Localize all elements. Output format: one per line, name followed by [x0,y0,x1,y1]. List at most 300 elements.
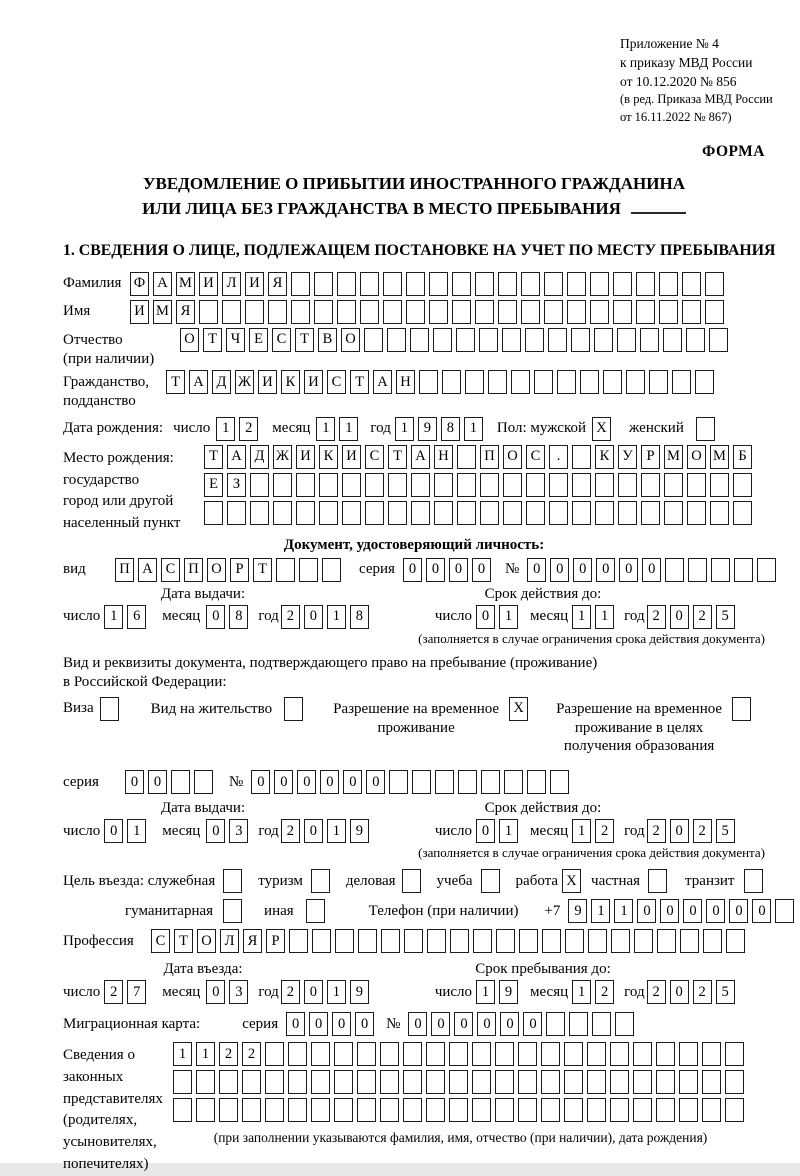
cell[interactable] [450,929,469,953]
cell[interactable]: 0 [596,558,615,582]
cell[interactable] [403,1098,422,1122]
cell[interactable]: С [151,929,170,953]
cell[interactable] [626,370,645,394]
cell[interactable] [659,300,678,324]
cell[interactable] [457,445,476,469]
cell[interactable] [613,272,632,296]
cell[interactable] [511,370,530,394]
cell[interactable] [322,558,341,582]
cell[interactable] [268,300,287,324]
cell[interactable]: К [281,370,300,394]
cell[interactable] [618,501,637,525]
cell[interactable]: Т [174,929,193,953]
cell[interactable] [358,929,377,953]
cell[interactable]: И [342,445,361,469]
cell[interactable] [636,272,655,296]
cell[interactable] [429,272,448,296]
cell[interactable] [479,328,498,352]
cell[interactable]: 0 [472,558,491,582]
cell[interactable]: 2 [693,605,712,629]
cell[interactable] [695,370,714,394]
cell[interactable] [427,929,446,953]
cell[interactable]: 0 [408,1012,427,1036]
cell[interactable] [541,1042,560,1066]
cell[interactable] [357,1042,376,1066]
cell[interactable] [544,300,563,324]
cell[interactable]: 9 [418,417,437,441]
cell[interactable] [171,770,190,794]
cell[interactable]: 1 [327,980,346,1004]
cell[interactable] [571,328,590,352]
cell[interactable] [495,1070,514,1094]
cell[interactable] [546,1012,565,1036]
cell[interactable] [709,328,728,352]
cell[interactable] [449,1070,468,1094]
cell[interactable] [291,300,310,324]
cell[interactable]: 0 [206,980,225,1004]
cell[interactable]: 9 [568,899,587,923]
cell[interactable]: М [153,300,172,324]
cell[interactable] [314,300,333,324]
cell[interactable]: 1 [196,1042,215,1066]
cell[interactable] [569,1012,588,1036]
cell[interactable]: 9 [350,980,369,1004]
cell[interactable]: Б [733,445,752,469]
cell[interactable]: П [184,558,203,582]
cell[interactable]: Т [203,328,222,352]
cell[interactable] [680,929,699,953]
cell[interactable] [615,1012,634,1036]
cell[interactable]: 8 [229,605,248,629]
cell[interactable]: 1 [614,899,633,923]
cell[interactable]: 1 [572,605,591,629]
cell[interactable] [495,1042,514,1066]
cell[interactable]: Я [176,300,195,324]
cell[interactable]: 0 [320,770,339,794]
cell[interactable] [380,1070,399,1094]
cell[interactable]: 0 [670,605,689,629]
cell[interactable]: 0 [431,1012,450,1036]
cell[interactable] [411,501,430,525]
cell[interactable] [610,1070,629,1094]
cell[interactable] [518,1098,537,1122]
cell[interactable] [472,1070,491,1094]
cell[interactable]: 1 [327,605,346,629]
cell[interactable]: З [227,473,246,497]
cell[interactable]: 2 [281,605,300,629]
cell[interactable] [656,1042,675,1066]
cell[interactable] [457,501,476,525]
cell[interactable] [426,1042,445,1066]
cell[interactable] [219,1098,238,1122]
cell[interactable] [659,272,678,296]
cell[interactable]: А [373,370,392,394]
cell[interactable] [702,1042,721,1066]
cell[interactable] [434,501,453,525]
cell[interactable] [381,929,400,953]
cell[interactable] [725,1098,744,1122]
cell[interactable]: 5 [716,605,735,629]
cell[interactable]: П [115,558,134,582]
cell[interactable] [265,1098,284,1122]
cell[interactable]: 1 [339,417,358,441]
cell[interactable]: М [176,272,195,296]
cell[interactable] [480,501,499,525]
purpose-business-checkbox[interactable] [402,869,421,893]
cell[interactable] [411,473,430,497]
cell[interactable] [419,370,438,394]
cell[interactable] [458,770,477,794]
cell[interactable]: О [341,328,360,352]
cell[interactable]: М [664,445,683,469]
cell[interactable]: 1 [499,605,518,629]
purpose-other-checkbox[interactable] [306,899,325,923]
cell[interactable] [473,929,492,953]
purpose-official-checkbox[interactable] [223,869,242,893]
cell[interactable]: 0 [752,899,771,923]
cell[interactable] [194,770,213,794]
cell[interactable] [412,770,431,794]
cell[interactable] [656,1070,675,1094]
cell[interactable]: 3 [229,980,248,1004]
cell[interactable]: Ф [130,272,149,296]
cell[interactable] [337,300,356,324]
cell[interactable]: 2 [647,819,666,843]
cell[interactable] [564,1098,583,1122]
cell[interactable]: 0 [206,605,225,629]
cell[interactable]: 2 [239,417,258,441]
cell[interactable] [590,300,609,324]
cell[interactable]: 1 [316,417,335,441]
cell[interactable]: Я [243,929,262,953]
cell[interactable]: 0 [104,819,123,843]
cell[interactable] [364,328,383,352]
cell[interactable] [587,1070,606,1094]
cell[interactable] [296,501,315,525]
cell[interactable] [222,300,241,324]
cell[interactable]: И [130,300,149,324]
cell[interactable] [679,1098,698,1122]
cell[interactable] [242,1098,261,1122]
cell[interactable]: 3 [229,819,248,843]
cell[interactable]: 0 [706,899,725,923]
cell[interactable]: 0 [125,770,144,794]
cell[interactable]: 1 [572,819,591,843]
cell[interactable] [567,300,586,324]
cell[interactable]: 0 [148,770,167,794]
cell[interactable] [640,328,659,352]
cell[interactable]: 1 [595,605,614,629]
cell[interactable]: 0 [619,558,638,582]
cell[interactable] [610,1042,629,1066]
cell[interactable]: П [480,445,499,469]
cell[interactable] [672,370,691,394]
cell[interactable]: 0 [637,899,656,923]
cell[interactable] [541,1070,560,1094]
cell[interactable] [334,1042,353,1066]
cell[interactable] [426,1098,445,1122]
cell[interactable] [410,328,429,352]
cell[interactable]: 0 [304,819,323,843]
cell[interactable] [526,501,545,525]
cell[interactable]: 0 [670,819,689,843]
cell[interactable]: Т [204,445,223,469]
cell[interactable]: 2 [693,819,712,843]
cell[interactable]: 1 [104,605,123,629]
cell[interactable]: 0 [304,980,323,1004]
cell[interactable]: Т [253,558,272,582]
cell[interactable] [775,899,794,923]
cell[interactable]: 1 [395,417,414,441]
cell[interactable] [365,501,384,525]
cell[interactable] [296,473,315,497]
cell[interactable]: 2 [647,605,666,629]
cell[interactable]: 2 [242,1042,261,1066]
cell[interactable] [498,272,517,296]
cell[interactable] [682,272,701,296]
cell[interactable] [406,272,425,296]
cell[interactable] [288,1042,307,1066]
cell[interactable] [472,1042,491,1066]
purpose-transit-checkbox[interactable] [744,869,763,893]
cell[interactable] [549,473,568,497]
cell[interactable] [641,501,660,525]
cell[interactable] [196,1098,215,1122]
cell[interactable] [288,1070,307,1094]
cell[interactable]: Р [266,929,285,953]
cell[interactable]: 2 [219,1042,238,1066]
cell[interactable] [633,1070,652,1094]
cell[interactable]: 0 [355,1012,374,1036]
cell[interactable]: 0 [500,1012,519,1036]
cell[interactable] [465,370,484,394]
cell[interactable]: 7 [127,980,146,1004]
cell[interactable] [265,1070,284,1094]
cell[interactable] [457,473,476,497]
cell[interactable]: Л [222,272,241,296]
cell[interactable] [548,328,567,352]
cell[interactable]: 0 [729,899,748,923]
cell[interactable] [526,473,545,497]
cell[interactable] [503,501,522,525]
cell[interactable] [705,300,724,324]
cell[interactable]: И [199,272,218,296]
temp-residence-checkbox[interactable]: X [509,697,528,721]
cell[interactable] [521,300,540,324]
cell[interactable]: К [595,445,614,469]
cell[interactable] [611,929,630,953]
cell[interactable]: . [549,445,568,469]
sex-male-checkbox[interactable]: X [592,417,611,441]
cell[interactable]: 0 [449,558,468,582]
cell[interactable] [342,501,361,525]
cell[interactable] [544,272,563,296]
cell[interactable] [291,272,310,296]
temp-residence-education-checkbox[interactable] [732,697,751,721]
cell[interactable]: О [687,445,706,469]
cell[interactable]: Т [388,445,407,469]
cell[interactable] [567,272,586,296]
cell[interactable] [276,558,295,582]
cell[interactable]: С [526,445,545,469]
cell[interactable]: 1 [476,980,495,1004]
cell[interactable] [357,1098,376,1122]
cell[interactable] [383,300,402,324]
cell[interactable] [388,473,407,497]
cell[interactable]: И [258,370,277,394]
cell[interactable]: О [503,445,522,469]
cell[interactable] [387,328,406,352]
cell[interactable]: Ч [226,328,245,352]
cell[interactable]: 0 [476,605,495,629]
cell[interactable] [572,445,591,469]
cell[interactable]: 2 [693,980,712,1004]
cell[interactable] [757,558,776,582]
cell[interactable] [383,272,402,296]
cell[interactable] [519,929,538,953]
cell[interactable]: 8 [350,605,369,629]
cell[interactable] [518,1070,537,1094]
cell[interactable]: Н [396,370,415,394]
cell[interactable] [686,328,705,352]
cell[interactable]: У [618,445,637,469]
cell[interactable] [733,501,752,525]
cell[interactable] [365,473,384,497]
cell[interactable] [542,929,561,953]
purpose-humanitarian-checkbox[interactable] [223,899,242,923]
cell[interactable]: 0 [670,980,689,1004]
cell[interactable] [312,929,331,953]
cell[interactable] [664,473,683,497]
cell[interactable]: А [153,272,172,296]
cell[interactable] [173,1098,192,1122]
cell[interactable] [299,558,318,582]
cell[interactable] [688,558,707,582]
cell[interactable]: 0 [286,1012,305,1036]
cell[interactable] [219,1070,238,1094]
cell[interactable] [403,1070,422,1094]
cell[interactable]: 2 [104,980,123,1004]
cell[interactable]: 5 [716,819,735,843]
cell[interactable] [687,473,706,497]
cell[interactable] [488,370,507,394]
cell[interactable]: Ж [235,370,254,394]
cell[interactable]: А [411,445,430,469]
cell[interactable] [403,1042,422,1066]
cell[interactable]: 1 [572,980,591,1004]
cell[interactable] [617,328,636,352]
cell[interactable] [199,300,218,324]
cell[interactable] [204,501,223,525]
cell[interactable] [245,300,264,324]
cell[interactable] [319,473,338,497]
cell[interactable]: 0 [642,558,661,582]
cell[interactable] [679,1070,698,1094]
cell[interactable]: К [319,445,338,469]
cell[interactable] [434,473,453,497]
purpose-study-checkbox[interactable] [481,869,500,893]
cell[interactable] [595,473,614,497]
cell[interactable] [633,1042,652,1066]
cell[interactable] [733,473,752,497]
purpose-private-checkbox[interactable] [648,869,667,893]
cell[interactable] [725,1070,744,1094]
cell[interactable] [429,300,448,324]
cell[interactable]: 0 [251,770,270,794]
cell[interactable] [357,1070,376,1094]
cell[interactable]: Е [204,473,223,497]
cell[interactable] [360,300,379,324]
cell[interactable] [663,328,682,352]
cell[interactable] [311,1070,330,1094]
cell[interactable] [588,929,607,953]
cell[interactable] [702,1070,721,1094]
cell[interactable] [580,370,599,394]
cell[interactable] [426,1070,445,1094]
cell[interactable]: 0 [683,899,702,923]
cell[interactable]: Т [350,370,369,394]
cell[interactable]: 1 [173,1042,192,1066]
cell[interactable]: 1 [591,899,610,923]
cell[interactable] [703,929,722,953]
cell[interactable] [360,272,379,296]
cell[interactable] [449,1098,468,1122]
cell[interactable] [557,370,576,394]
cell[interactable]: 0 [660,899,679,923]
cell[interactable] [549,501,568,525]
cell[interactable] [342,473,361,497]
cell[interactable] [649,370,668,394]
cell[interactable]: А [227,445,246,469]
cell[interactable]: С [365,445,384,469]
cell[interactable] [572,473,591,497]
cell[interactable] [311,1042,330,1066]
cell[interactable]: Л [220,929,239,953]
cell[interactable]: А [138,558,157,582]
cell[interactable] [452,300,471,324]
cell[interactable]: 2 [281,819,300,843]
cell[interactable]: Н [434,445,453,469]
cell[interactable]: 0 [403,558,422,582]
cell[interactable] [319,501,338,525]
cell[interactable]: М [710,445,729,469]
cell[interactable] [618,473,637,497]
cell[interactable]: О [180,328,199,352]
cell[interactable] [564,1042,583,1066]
cell[interactable]: 1 [127,819,146,843]
cell[interactable]: 0 [573,558,592,582]
cell[interactable] [475,272,494,296]
cell[interactable] [664,501,683,525]
cell[interactable]: С [161,558,180,582]
cell[interactable] [496,929,515,953]
cell[interactable]: 0 [426,558,445,582]
cell[interactable] [503,473,522,497]
visa-checkbox[interactable] [100,697,119,721]
cell[interactable] [590,272,609,296]
cell[interactable] [227,501,246,525]
cell[interactable]: 0 [297,770,316,794]
cell[interactable]: 1 [499,819,518,843]
cell[interactable] [587,1042,606,1066]
cell[interactable] [498,300,517,324]
cell[interactable]: 0 [527,558,546,582]
cell[interactable] [334,1098,353,1122]
cell[interactable]: 2 [595,819,614,843]
cell[interactable] [442,370,461,394]
cell[interactable]: В [318,328,337,352]
cell[interactable]: 0 [366,770,385,794]
